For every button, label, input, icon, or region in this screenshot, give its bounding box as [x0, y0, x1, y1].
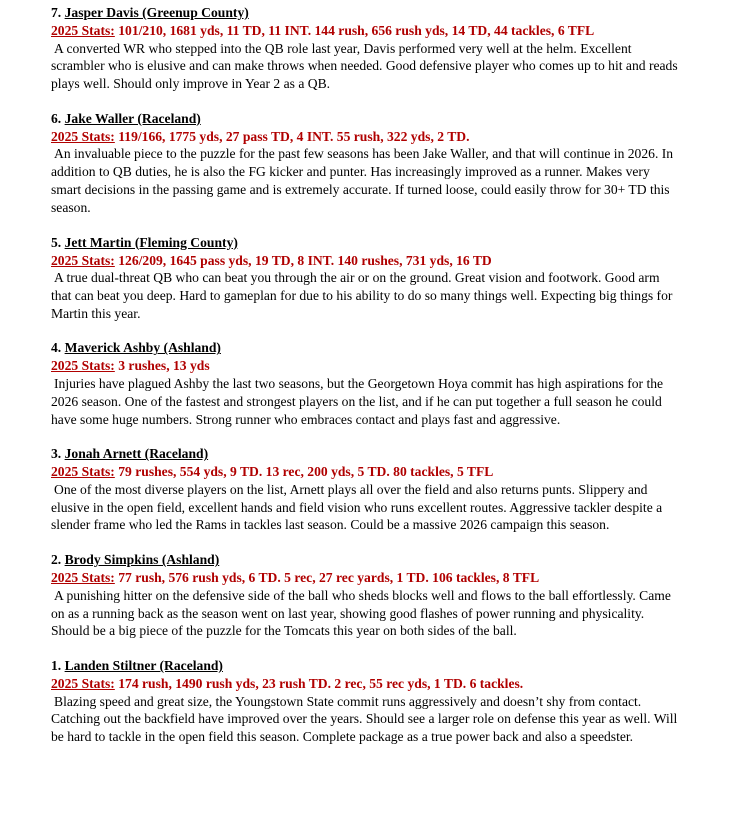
player-description: One of the most diverse players on the list, Arnett plays all over the field and also returns punts. Slippery and elusive in the open field, excellent hands and field vision who runs excellent routes. Aggressive tackler despite a slender frame who led the Rams in tackles last season. Could be a massive 2026 campaign this season. — [51, 481, 663, 533]
stats-values: 79 rushes, 554 yds, 9 TD. 13 rec, 200 yds, 5 TD. 80 tackles, 5 TFL — [114, 464, 494, 480]
player-rank: 7. — [51, 5, 62, 20]
player-name: Maverick Ashby (Ashland) — [64, 340, 221, 356]
player-rank: 3. — [51, 446, 62, 462]
player-rank: 6. — [51, 110, 62, 126]
player-stats — [51, 463, 681, 481]
player-heading — [51, 339, 681, 357]
player-name: Jake Waller (Raceland) — [64, 110, 201, 126]
player-heading — [51, 110, 681, 128]
player-name: Landen Stiltner (Raceland) — [64, 658, 223, 674]
player-description: An invaluable piece to the puzzle for the past few seasons has been Jake Waller, and that will continue in 2026. In addition to QB duties, he is also the FG kicker and punter. Has increasingly improved as a runner. Makes very smart decisions in the passing game and is extremely accurate. If turned loose, could easily throw for 30+ TD this season. — [51, 146, 674, 215]
stats-values: 77 rush, 576 rush yds, 6 TD. 5 rec, 27 rec yards, 1 TD. 106 tackles, 8 TFL — [114, 570, 540, 586]
stats-label: 2025 Stats: — [51, 676, 115, 692]
stats-label: 2025 Stats: — [51, 128, 115, 144]
player-description: Injuries have plagued Ashby the last two seasons, but the Georgetown Hoya commit has high aspirations for the 2026 season. One of the fastest and strongest players on the list, and if he can put together a full season he could have some huge numbers. Strong runner who embraces contact and plays fast and aggressive. — [51, 375, 664, 427]
player-description: A true dual-threat QB who can beat you through the air or on the ground. Great vision and footwork. Good arm that can beat you deep. Hard to gameplan for due to his ability to do so many things well. Expecting big things for Martin this year. — [51, 270, 673, 321]
player-rank: 1. — [51, 658, 62, 674]
player-stats — [51, 357, 681, 375]
player-entry-4 — [51, 339, 681, 428]
player-description: A converted WR who stepped into the QB role last year, Davis performed very well at the helm. Excellent scrambler who is elusive and can make throws when needed. Good defensive player who comes up to hit and reads plays well. Should only improve in Year 2 as a QB. — [51, 40, 678, 92]
stats-values: 174 rush, 1490 rush yds, 23 rush TD. 2 rec, 55 rec yds, 1 TD. 6 tackles. — [114, 676, 524, 692]
player-heading — [51, 551, 681, 569]
player-stats — [51, 128, 681, 146]
player-entry-7 — [51, 4, 681, 93]
player-heading — [51, 445, 681, 463]
player-name: Brody Simpkins (Ashland) — [64, 552, 220, 568]
player-rank: 2. — [51, 552, 62, 568]
stats-label: 2025 Stats: — [51, 252, 115, 268]
player-stats — [51, 675, 681, 693]
player-name: Jett Martin (Fleming County) — [64, 234, 238, 250]
stats-label: 2025 Stats: — [51, 570, 115, 586]
player-entry-5 — [51, 234, 681, 323]
stats-values: 101/210, 1681 yds, 11 TD, 11 INT. 144 rush, 656 rush yds, 14 TD, 44 tackles, 6 TFL — [114, 23, 595, 38]
stats-values: 126/209, 1645 pass yds, 19 TD, 8 INT. 140 rushes, 731 yds, 16 TD — [114, 252, 492, 268]
player-rank: 4. — [51, 340, 62, 356]
player-stats — [51, 569, 681, 587]
player-description: A punishing hitter on the defensive side of the ball who sheds blocks well and flows to the ball effortlessly. Came on as a running back as the season went on last year, showing good flashes of power running and physicality. Should be a big piece of the puzzle for the Tomcats this year on both sides of the ball. — [51, 587, 671, 639]
player-name: Jasper Davis (Greenup County) — [64, 5, 249, 20]
player-name: Jonah Arnett (Raceland) — [64, 446, 209, 462]
stats-label: 2025 Stats: — [51, 358, 115, 374]
player-heading — [51, 4, 681, 22]
player-entry-2 — [51, 551, 681, 640]
player-stats — [51, 252, 681, 270]
stats-values: 119/166, 1775 yds, 27 pass TD, 4 INT. 55 rush, 322 yds, 2 TD. — [114, 128, 470, 144]
player-heading — [51, 657, 681, 675]
stats-label: 2025 Stats: — [51, 464, 115, 480]
player-entry-3 — [51, 445, 681, 534]
player-rank: 5. — [51, 234, 62, 250]
stats-label: 2025 Stats: — [51, 23, 115, 38]
player-description: Blazing speed and great size, the Youngstown State commit runs aggressively and doesn’t shy from contact. Catching out the backfield have improved over the years. Should see a larger role on defense this year as well. Will be hard to tackle in the open field this season. Complete package as a true power back and also a speedster. — [51, 693, 678, 745]
player-heading — [51, 234, 681, 252]
player-stats — [51, 22, 681, 40]
player-entry-6 — [51, 110, 681, 217]
player-entry-1 — [51, 657, 681, 746]
stats-values: 3 rushes, 13 yds — [114, 358, 210, 374]
